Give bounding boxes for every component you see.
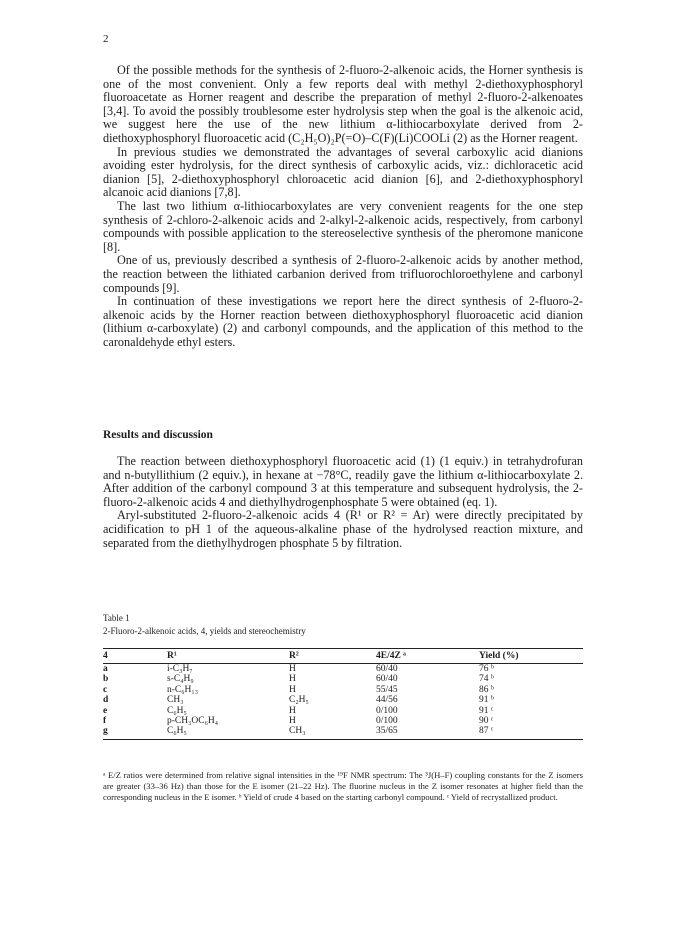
table-footnote: ᵃ E/Z ratios were determined from relative signal intensities in the ¹⁹F NMR spectrum: The ³J(H–F) coupling constants for the Z isomers are greater (33–36 Hz) than those for the E isomer (21–22 Hz). The fluorine nucleus in the Z isomer resonates at higher field than the corresponding nucleus in the E isomer. ᵇ Yield of crude 4 based on the starting carbonyl compound. ᶜ Yield of recrystallized product. bbox=[103, 770, 583, 802]
table-caption bbox=[103, 612, 306, 638]
table-cell: e bbox=[103, 705, 108, 716]
table-cell: C₆H₅ bbox=[167, 705, 187, 716]
table-row bbox=[103, 726, 583, 739]
table-cell: 60/40 bbox=[376, 664, 398, 674]
table-cell: H bbox=[289, 716, 296, 727]
table-cell: 0/100 bbox=[376, 705, 398, 716]
table-cell: i-C₃H₇ bbox=[167, 664, 193, 674]
column-header: Yield (%) bbox=[479, 649, 583, 664]
table-cell: 55/45 bbox=[376, 684, 398, 695]
column-header: 4 bbox=[103, 649, 167, 664]
paragraph: One of us, previously described a synthesis of 2-fluoro-2-alkenoic acids by another method, the reaction between the lithiated carbanion derived from trifluorochloroethylene and carbonyl compounds [9]. bbox=[103, 253, 583, 295]
table-cell: 87 ᶜ bbox=[479, 726, 583, 739]
table-cell: n-C₆H₁₃ bbox=[167, 684, 199, 695]
column-header: R¹ bbox=[167, 649, 289, 664]
results-text bbox=[103, 455, 583, 550]
section-heading: Results and discussion bbox=[103, 429, 213, 441]
table-cell: 91 ᵇ bbox=[479, 695, 494, 706]
table-cell: 44/56 bbox=[376, 695, 398, 706]
table-cell: 91 ᶜ bbox=[479, 705, 494, 716]
table-cell: H bbox=[289, 705, 296, 716]
paragraph: In continuation of these investigations we report here the direct synthesis of 2-fluoro-2-alkenoic acids by the Horner reaction between diethoxyphosphoryl fluoroacetic acid dianion (lithium α-carboxylate) (2) and carbonyl compounds, and the application of this method to the caronaldehyde ethyl esters. bbox=[103, 294, 583, 349]
table-cell: 0/100 bbox=[376, 716, 398, 727]
table-cell: c bbox=[103, 684, 108, 695]
paragraph: The last two lithium α-lithiocarboxylates are very convenient reagents for the one step synthesis of 2-chloro-2-alkenoic acids and 2-alkyl-2-alkenoic acids, respectively, from carbonyl compounds with possible application to the stereoselective synthesis of the pheromone manicone [8]. bbox=[103, 198, 583, 254]
paragraph: The reaction between diethoxyphosphoryl fluoroacetic acid (1) (1 equiv.) in tetrahydrofuran and n-butyllithium (2 equiv.), in hexane at −78°C, readily gave the lithium α-lithiocarboxylate 2. After addition of the carbonyl compound 3 at this temperature and subsequent hydrolysis, the 2-fluoro-2-alkenoic acids 4 and diethylhydrogenphosphate 5 were obtained (eq. 1). bbox=[103, 454, 583, 509]
table-cell: 35/65 bbox=[376, 726, 479, 739]
table-row bbox=[103, 674, 583, 684]
table-header-row bbox=[103, 649, 583, 664]
table-cell: s-C₄H₉ bbox=[167, 674, 194, 685]
table-cell: C₂H₅ bbox=[289, 695, 309, 706]
table-cell: f bbox=[103, 716, 107, 727]
table-cell: H bbox=[289, 674, 296, 685]
table-cell: 90 ᶜ bbox=[479, 716, 494, 727]
page-number: 2 bbox=[103, 33, 109, 45]
table-row bbox=[103, 664, 583, 675]
table-title: 2-Fluoro-2-alkenoic acids, 4, yields and stereochemistry bbox=[103, 626, 306, 636]
table-cell: CH₃ bbox=[167, 695, 184, 706]
table-row bbox=[103, 716, 583, 726]
table-cell: C₆H₅ bbox=[167, 726, 289, 739]
table-row bbox=[103, 695, 583, 705]
table-cell: g bbox=[103, 726, 167, 739]
table-cell: 76 ᵇ bbox=[479, 664, 494, 674]
column-header: 4E/4Z ᵃ bbox=[376, 649, 479, 664]
paragraph: Aryl-substituted 2-fluoro-2-alkenoic acids 4 (R¹ or R² = Ar) were directly precipitated by acidification to pH 1 of the aqueous-alkaline phase of the hydrolysed reaction mixture, and separated from the diethylhydrogen phosphate 5 by filtration. bbox=[103, 508, 583, 550]
table-cell: H bbox=[289, 664, 296, 674]
table-cell: 74 ᵇ bbox=[479, 674, 494, 685]
paragraph: Of the possible methods for the synthesis of 2-fluoro-2-alkenoic acids, the Horner synthesis is one of the most convenient. Only a few reports deal with methyl 2-diethoxyphosphoryl fluoroacetate as Horner reagent and describe the preparation of methyl 2-fluoro-2-alkenoates [3,4]. To avoid the possibly troublesome ester hydrolysis step when the goal is the alkenoic acid, we suggest here the use of the new lithium α-lithiocarboxylate derived from 2-diethoxyphosphoryl fluoroacetic acid (C₂H₅O)₂P(=O)–C(F)(Li)COOLi (2) as the Horner reagent. bbox=[103, 63, 583, 145]
table-row bbox=[103, 685, 583, 695]
paragraph: In previous studies we demonstrated the advantages of several carboxylic acid dianions avoiding ester hydrolysis, for the direct synthesis of carboxylic acids, viz.: dichloracetic acid dianion [5], 2-diethoxyphosphoryl chloroacetic acid dianion [6], and 2-diethoxyphosphoryl alcanoic acid dianions [7,8]. bbox=[103, 144, 583, 200]
table-cell: d bbox=[103, 695, 109, 706]
intro-text bbox=[103, 64, 583, 349]
column-header: R² bbox=[289, 649, 376, 664]
data-table bbox=[103, 648, 583, 740]
table-cell: a bbox=[103, 664, 108, 674]
table-cell: b bbox=[103, 674, 109, 685]
table-cell: CH₃ bbox=[289, 726, 376, 739]
table-cell: 60/40 bbox=[376, 674, 398, 685]
table-row bbox=[103, 706, 583, 716]
table-cell: H bbox=[289, 684, 296, 695]
table-cell: p-CH₃OC₆H₄ bbox=[167, 716, 219, 727]
table-label: Table 1 bbox=[103, 613, 130, 623]
table-cell: 86 ᵇ bbox=[479, 684, 494, 695]
